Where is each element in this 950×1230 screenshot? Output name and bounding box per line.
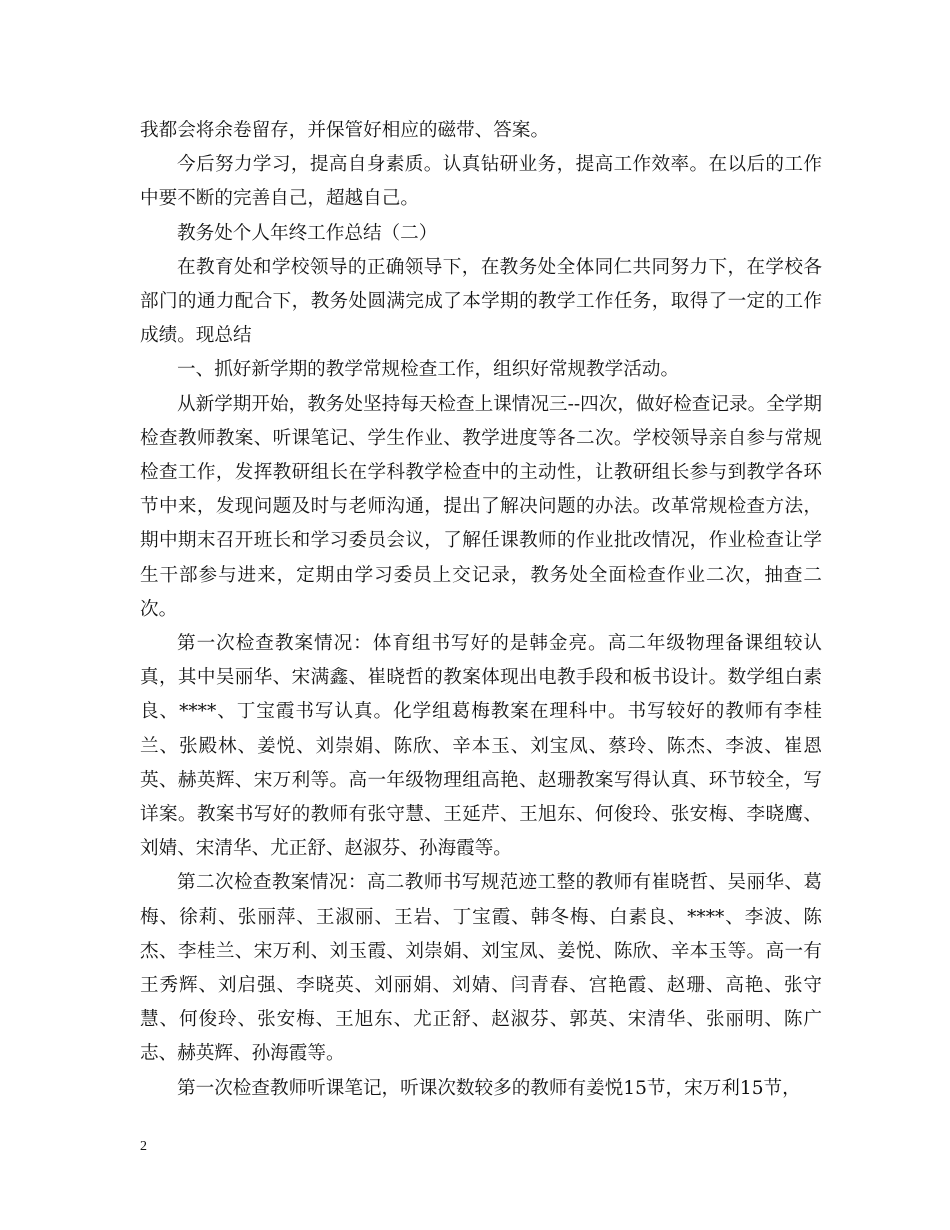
paragraph-routine-checks: 从新学期开始，教务处坚持每天检查上课情况三--四次，做好检查记录。全学期检查教师教案、听课笔记、学生作业、教学进度等各二次。学校领导亲自参与常规检查工作，发挥教研组长在学科教学检查中的主动性，让教研组长参与到教学各环节中来，发现问题及时与老师沟通，提出了解决问题的办法。改革常规检查方法，期中期末召开班长和学习委员会议，了解任课教师的作业批改情况，作业检查让学生干部参与进来，定期由学习委员上交记录，教务处全面检查作业二次，抽查二次。 bbox=[140, 393, 822, 620]
paragraph-second-lesson-plan-check: 第二次检查教案情况：高二教师书写规范迹工整的教师有崔晓哲、吴丽华、葛梅、徐莉、张丽萍、王淑丽、王岩、丁宝霞、韩冬梅、白素良、****、李波、陈杰、李桂兰、宋万利、刘玉霞、刘崇娟、刘宝凤、姜悦、陈欣、辛本玉等。高一有王秀辉、刘启强、李晓英、刘丽娟、刘婧、闫青春、宫艳霞、赵珊、高艳、张守慧、何俊玲、张安梅、王旭东、尤正舒、赵淑芬、郭英、宋清华、张丽明、陈广志、赫英辉、孙海霞等。 bbox=[140, 872, 822, 1065]
document-body bbox=[140, 114, 822, 1106]
page-number: 2 bbox=[140, 1139, 147, 1154]
paragraph-future-plans: 今后努力学习，提高自身素质。认真钻研业务，提高工作效率。在以后的工作中要不断的完善自己，超越自己。 bbox=[140, 154, 822, 210]
paragraph-intro: 在教育处和学校领导的正确领导下，在教务处全体同仁共同努力下，在学校各部门的通力配合下，教务处圆满完成了本学期的教学工作任务，取得了一定的工作成绩。现总结 bbox=[140, 256, 822, 347]
section-title: 教务处个人年终工作总结（二） bbox=[177, 222, 438, 244]
section-heading-one: 一、抓好新学期的教学常规检查工作，组织好常规教学活动。 bbox=[177, 359, 680, 381]
paragraph-lecture-notes-check: 第一次检查教师听课笔记，听课次数较多的教师有姜悦15节，宋万利15节， bbox=[177, 1077, 801, 1099]
paragraph-first-lesson-plan-check: 第一次检查教案情况：体育组书写好的是韩金亮。高二年级物理备课组较认真，其中吴丽华、宋满鑫、崔晓哲的教案体现出电教手段和板书设计。数学组白素良、****、丁宝霞书写认真。化学组葛梅教案在理科中。书写较好的教师有李桂兰、张殿林、姜悦、刘崇娟、陈欣、辛本玉、刘宝凤、蔡玲、陈杰、李波、崔恩英、赫英辉、宋万利等。高一年级物理组高艳、赵珊教案写得认真、环节较全，写详案。教案书写好的教师有张守慧、王延芹、王旭东、何俊玲、张安梅、李晓鹰、刘婧、宋清华、尤正舒、赵淑芬、孙海霞等。 bbox=[140, 633, 822, 860]
paragraph-continuation: 我都会将余卷留存，并保管好相应的磁带、答案。 bbox=[140, 120, 550, 141]
